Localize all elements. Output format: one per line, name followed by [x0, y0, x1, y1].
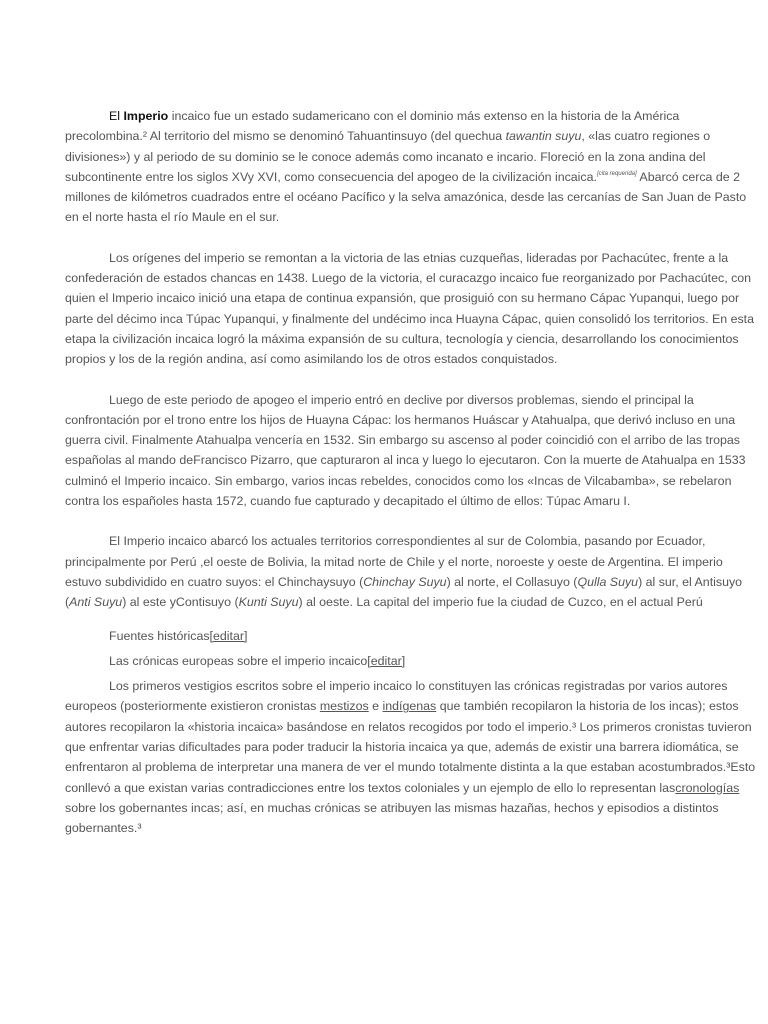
chinchay-suyu: Chinchay Suyu: [363, 574, 447, 589]
document-body: [65, 106, 760, 839]
intro-text-1: incaico fue un estado sudamericano con el dominio más extenso en la historia de la América precolombina.² Al territorio del mismo se denominó Tahuantinsuyo (del quechua: [65, 109, 680, 144]
chronicles-text-1: Los primeros vestigios escritos sobre el imperio incaico lo constituyen las crónicas registradas por varios autores europeos (posteriormente existieron cronistas: [65, 679, 728, 714]
kunti-suyu: Kunti Suyu: [238, 595, 299, 610]
edit-link-fuentes[interactable]: [editar]: [209, 628, 248, 643]
link-indigenas[interactable]: indígenas: [382, 699, 437, 714]
tawantin-suyu: tawantin suyu: [505, 129, 582, 144]
edit-link-cronicas[interactable]: [editar]: [367, 653, 406, 668]
qulla-suyu: Qulla Suyu: [577, 574, 639, 589]
paragraph-chronicles: [65, 676, 760, 838]
paragraph-territory: [65, 531, 760, 612]
heading-fuentes: [65, 626, 760, 646]
heading-cronicas-text: Las crónicas europeas sobre el imperio incaico: [109, 653, 368, 668]
intro-text-3: Abarcó cerca de 2 millones de kilómetros cuadrados entre el océano Pacífico y la selva amazónica, desde las cercanías de San Juan de Pasto en el norte hasta el río Maule en el sur.: [65, 169, 747, 225]
territory-text-1: El Imperio incaico abarcó los actuales territorios correspondientes al sur de Colombia, pasando por Ecuador, principalmente por Perú ,el oeste de Bolivia, la mitad norte de Chile y el norte, noroeste y oeste de Argentina. El imperio estuvo subdividido en cuatro suyos: el Chinchaysuyo (: [65, 534, 723, 589]
link-mestizos[interactable]: mestizos: [319, 699, 369, 714]
paragraph-origins: Los orígenes del imperio se remontan a la victoria de las etnias cuzqueñas, lideradas por Pachacútec, frente a la confederación de estados chancas en 1438. Luego de la victoria, el curacazgo incaico fue reorganizado por Pachacútec, con quien el Imperio incaico inició una etapa de continua expansión, que prosiguió con su hermano Cápac Yupanqui, luego por parte del décimo inca Túpac Yupanqui, y finalmente del undécimo inca Huayna Cápac, quien consolidó los territorios. En esta etapa la civilización incaica logró la máxima expansión de su cultura, tecnología y ciencia, desarrollando los conocimientos propios y los de la región andina, así como asimilando los de otros estados conquistados.: [65, 250, 755, 367]
territory-text-2: ) al norte, el Collasuyo (: [446, 574, 578, 589]
intro-lead: El: [109, 109, 121, 123]
heading-fuentes-text: Fuentes históricas: [109, 628, 210, 643]
paragraph-decline: Luego de este periodo de apogeo el imperio entró en declive por diversos problemas, siendo el principal la confrontación por el trono entre los hijos de Huayna Cápac: los hermanos Huáscar y Atahualpa, que derivó incluso en una guerra civil. Finalmente Atahualpa vencería en 1532. Sin embargo su ascenso al poder coincidió con el arribo de las tropas españolas al mando deFrancisco Pizarro, que capturaron al inca y luego lo ejecutaron. Con la muerte de Atahualpa en 1533 culminó el Imperio incaico. Sin embargo, varios incas rebeldes, conocidos como los «Incas de Vilcabamba», se rebelaron contra los españoles hasta 1572, cuando fue capturado y decapitado el último de ellos: Túpac Amaru I.: [65, 392, 746, 509]
chronicles-text-4: sobre los gobernantes incas; así, en muchas crónicas se atribuyen las mismas hazañas, hechos y episodios a distintos gobernantes.³: [65, 800, 719, 836]
cita-requerida[interactable]: [cita requerida]: [596, 170, 637, 177]
chronicles-text-2: e: [368, 699, 383, 714]
territory-text-5: ) al oeste. La capital del imperio fue la ciudad de Cuzco, en el actual Perú: [298, 595, 703, 610]
link-cronologias[interactable]: cronologías: [675, 780, 740, 795]
intro-text-2: , «las cuatro regiones o divisiones») y al periodo de su dominio se le conoce además como incanato e incario. Floreció en la zona andina del subcontinente entre los siglos XVy XVI, como consecuencia del apogeo de la civilización incaica.: [65, 129, 711, 184]
heading-cronicas: [65, 651, 760, 671]
territory-text-3: ) al sur, el Antisuyo (: [65, 574, 743, 610]
imperio-bold: Imperio: [123, 109, 169, 123]
anti-suyu: Anti Suyu: [69, 595, 123, 610]
chronicles-text-3: que también recopilaron la historia de los incas); estos autores recopilaron la «historia incaica» basándose en relatos recogidos por todo el imperio.³ Los primeros cronistas tuvieron que enfrentar varias dificultades para poder traducir la historia incaica ya que, además de existir una barrera idiomática, se enfrentaron al problema de interpretar una manera de ver el mundo totalmente distinta a la que estaban acostumbrados.³Esto conllevó a que existan varias contradicciones entre los textos coloniales y un ejemplo de ello lo representan las: [65, 699, 756, 795]
territory-text-4: ) al este yContisuyo (: [122, 595, 239, 610]
paragraph-intro: [65, 106, 760, 228]
